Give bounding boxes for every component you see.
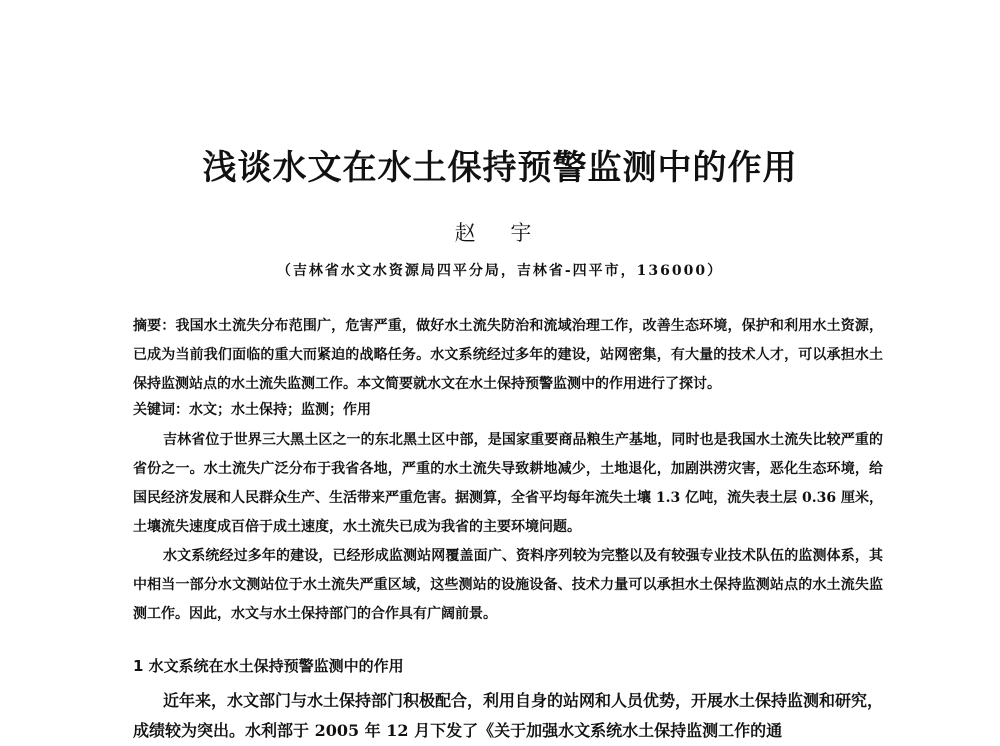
- abstract-label: 摘要：: [133, 318, 176, 334]
- author-affiliation: （吉林省水文水资源局四平分局，吉林省-四平市，136000）: [276, 263, 724, 279]
- keywords-text: 水文；水土保持；监测；作用: [189, 402, 371, 418]
- body-paragraph-2: 水文系统经过多年的建设，已经形成监测站网覆盖面广、资料序列较为完整以及有较强专业技术队伍的监测体系，其中相当一部分水文测站位于水土流失严重区域，这些测站的设施设备、技术力量可以承担水土保持监测站点的水土流失监测工作。因此，水文与水土保持部门的合作具有广阔前景。: [133, 548, 883, 622]
- paper-title: 浅谈水文在水土保持预警监测中的作用: [202, 148, 798, 188]
- body-paragraph-3: 近年来，水文部门与水土保持部门积极配合，利用自身的站网和人员优势，开展水土保持监测和研究，成绩较为突出。水利部于 2005 年 12 月下发了《关于加强水文系统水土保持监测工作的通: [133, 691, 884, 740]
- body-paragraph-1: 吉林省位于世界三大黑土区之一的东北黑土区中部，是国家重要商品粮生产基地，同时也是我国水土流失比较严重的省份之一。水土流失广泛分布于我省各地，严重的水土流失导致耕地减少，土地退化，加剧洪涝灾害，恶化生态环境，给国民经济发展和人民群众生产、生活带来严重危害。据测算，全省平均每年流失土壤 1.3 亿吨，流失表土层 0.36 厘米，土壤流失速度成百倍于成土速度，水土流失已成为我省的主要环境问题。: [133, 432, 883, 535]
- abstract: [133, 312, 883, 399]
- keywords-label: 关键词：: [133, 402, 189, 418]
- section-1-heading: 1 水文系统在水土保持预警监测中的作用: [133, 657, 404, 675]
- abstract-text: 我国水土流失分布范围广，危害严重，做好水土流失防治和流域治理工作，改善生态环境，保护和利用水土资源，已成为当前我们面临的重大而紧迫的战略任务。水文系统经过多年的建设，站网密集，有大量的技术人才，可以承担水土保持监测站点的水土流失监测工作。本文简要就水文在水土保持预警监测中的作用进行了探讨。: [133, 318, 884, 392]
- author-name: 赵 宇: [454, 221, 546, 245]
- keywords: [133, 398, 883, 422]
